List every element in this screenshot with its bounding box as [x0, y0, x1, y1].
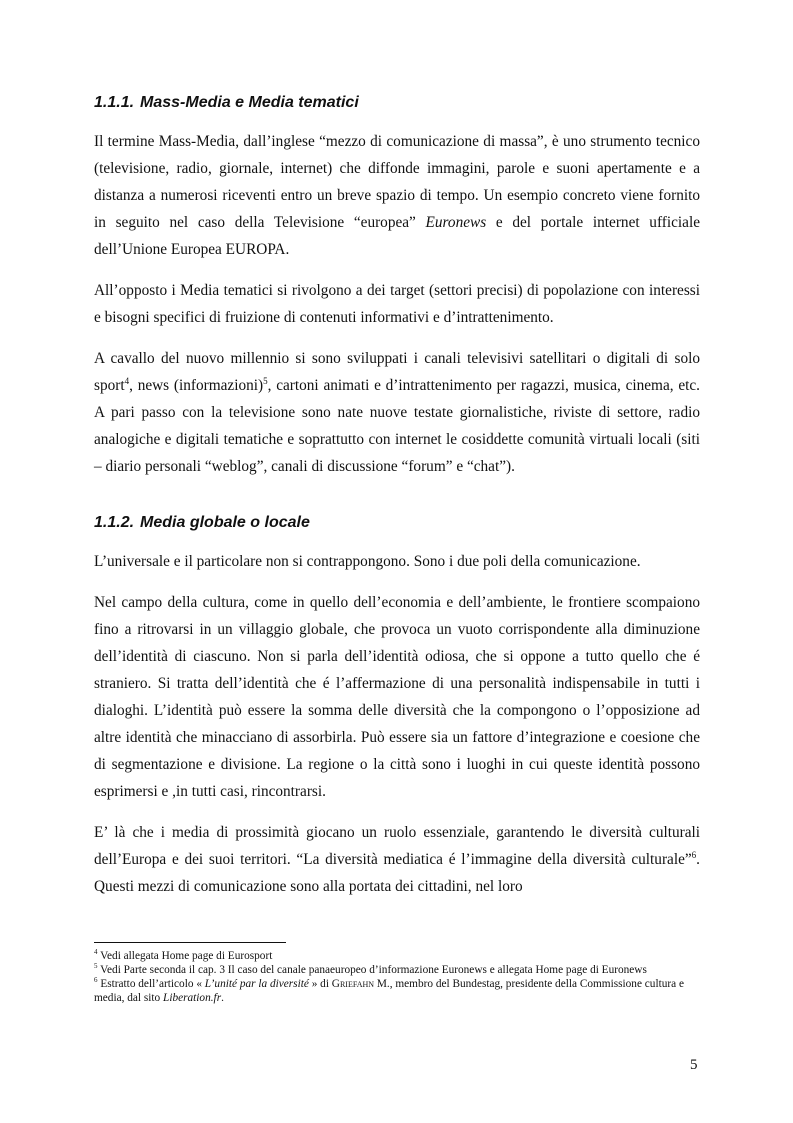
section-number: 1.1.2.: [94, 514, 135, 531]
section-heading-mass-media: [94, 90, 700, 116]
paragraph-text: Il termine Mass-Media, dall’inglese “mezzo di comunicazione di massa”, è uno strumento tecnico (televisione, radio, giornale, internet) che diffonde immagini, parole e suoni apertamente e a distanza a numerosi riceventi entro un breve spazio di tempo. Un esempio concreto viene fornito in seguito nel caso della Televisione “europea”: [94, 133, 700, 231]
footnote-text: M., membro del Bundestag, presidente della Commissione cultura e media, dal sito: [94, 978, 685, 1004]
footnote-number: 6: [94, 976, 98, 985]
paragraph-text: , cartoni animati e d’intrattenimento per ragazzi, musica, cinema, etc. A pari passo con la televisione sono nate nuove testate giornalistiche, riviste di settore, radio analogiche e digitali tematiche e soprattutto con internet le cosiddette comunità virtuali locali (siti – diario personali “weblog”, canali di discussione “forum” e “chat”).: [94, 377, 700, 475]
footnote-text: Estratto dell’articolo «: [97, 978, 205, 990]
footnote-text: .: [221, 992, 224, 1004]
footnote-text: Vedi Parte seconda il cap. 3 Il caso del canale panaeuropeo d’informazione Euronews e allegata Home page di Euronews: [97, 964, 647, 976]
paragraph-mass-media-definition: [94, 128, 700, 263]
paragraph-universale: L’universale e il particolare non si contrappongono. Sono i due poli della comunicazione.: [94, 553, 641, 570]
footnote-4: [94, 949, 700, 963]
page-content: [94, 90, 700, 900]
footnote-ref-4: 4: [124, 375, 130, 386]
author-name: Griefahn: [331, 978, 375, 990]
paragraph-new-millennium: [94, 345, 700, 480]
section-title: Mass-Media e Media tematici: [140, 94, 359, 111]
footnote-5: [94, 963, 700, 977]
footnote-ref-5: 5: [263, 375, 268, 386]
paragraph-text: A cavallo del nuovo millennio si sono sviluppati i canali televisivi satellitari o digitali di solo sport: [94, 350, 700, 394]
page-number: 5: [690, 1057, 698, 1073]
paragraph-text: . Questi mezzi di comunicazione sono alla portata dei cittadini, nel loro: [94, 851, 700, 895]
paragraph-cultura: Nel campo della cultura, come in quello dell’economia e dell’ambiente, le frontiere scompaiono fino a ritrovarsi in un villaggio globale, che provoca un vuoto corrispondente alla diminuzione dell’identità di ciascuno. Non si parla dell’identità odiosa, che si oppone a tutto quello che é straniero. Si tratta dell’identità che é l’affermazione di una personalità indispensabile in tutti i dialoghi. L’identità può essere la somma delle diversità che la compongono o l’opposizione ad altre identità che minacciano di assorbirla. Può essere sia un fattore d’integrazione e coesione che di segmentazione e divisione. La regione o la città sono i luoghi in cui queste identità possono esprimersi e ,in tutti casi, rincontrarsi.: [94, 594, 700, 800]
footnotes: [94, 942, 700, 1005]
footnote-6: [94, 977, 700, 1005]
footnote-text: » di: [308, 978, 332, 990]
section-title: Media globale o locale: [140, 514, 310, 531]
footnote-divider: [94, 942, 286, 943]
footnote-text: Vedi allegata Home page di Eurosport: [97, 950, 273, 962]
source-site: Liberation.fr: [163, 992, 222, 1004]
footnote-number: 5: [94, 962, 98, 971]
paragraph-text: e del portale internet ufficiale dell’Unione Europea EUROPA.: [94, 214, 700, 258]
paragraph-media-tematici: All’opposto i Media tematici si rivolgono a dei target (settori precisi) di popolazione con interessi e bisogni specifici di fruizione di contenuti informativi e d’intrattenimento.: [94, 282, 700, 326]
section-number: 1.1.1.: [94, 94, 135, 111]
section-heading-media-globale: [94, 510, 700, 536]
footnote-number: 4: [94, 948, 98, 957]
paragraph-text: E’ là che i media di prossimità giocano un ruolo essenziale, garantendo le diversità culturali dell’Europa e dei suoi territori. “La diversità mediatica é l’immagine della diversità culturale”: [94, 824, 700, 868]
paragraph-text: , news (informazioni): [129, 377, 264, 394]
paragraph-media-prossimita: [94, 819, 700, 900]
italic-euronews: Euronews: [425, 214, 487, 231]
footnote-ref-6: 6: [691, 849, 697, 860]
article-title: L’unité par la diversité: [204, 978, 309, 990]
